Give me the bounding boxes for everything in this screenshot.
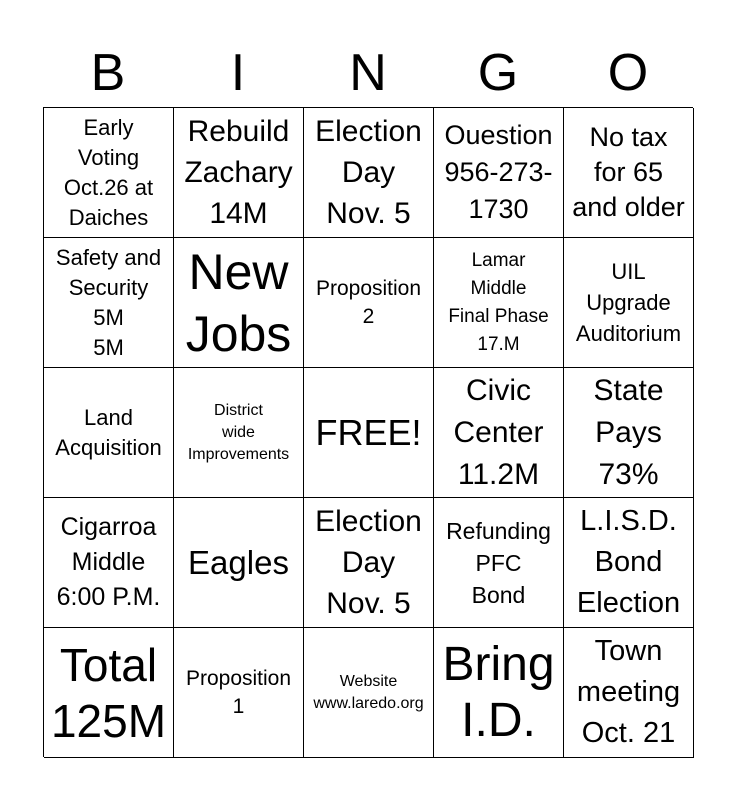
- bingo-cell-r4-c4: Refunding PFC Bond: [434, 498, 564, 628]
- header-letter-o: O: [607, 44, 649, 102]
- bingo-cell-r1-c3: Election Day Nov. 5: [304, 108, 434, 238]
- bingo-cell-r3-c5: State Pays 73%: [564, 368, 694, 498]
- bingo-cell-r4-c2: Eagles: [174, 498, 304, 628]
- bingo-cell-r5-c5: Town meeting Oct. 21: [564, 628, 694, 758]
- bingo-cell-r2-c1: Safety and Security 5M 5M: [44, 238, 174, 368]
- bingo-cell-r4-c3: Election Day Nov. 5: [304, 498, 434, 628]
- bingo-cell-r3-c2: District wide Improvements: [174, 368, 304, 498]
- bingo-grid: [43, 107, 693, 757]
- header-letter-b: B: [90, 44, 126, 102]
- bingo-cell-r5-c2: Proposition 1: [174, 628, 304, 758]
- header-letter-n: N: [349, 44, 387, 102]
- bingo-cell-free: FREE!: [304, 368, 434, 498]
- bingo-cell-r4-c5: L.I.S.D. Bond Election: [564, 498, 694, 628]
- bingo-cell-r5-c1: Total 125M: [44, 628, 174, 758]
- bingo-cell-r2-c2: New Jobs: [174, 238, 304, 368]
- bingo-cell-r1-c5: No tax for 65 and older: [564, 108, 694, 238]
- bingo-cell-r5-c3: Website www.laredo.org: [304, 628, 434, 758]
- header-letter-i: I: [230, 44, 246, 102]
- bingo-cell-r1-c4: Ouestion 956-273- 1730: [434, 108, 564, 238]
- bingo-cell-r5-c4: Bring I.D.: [434, 628, 564, 758]
- bingo-cell-r1-c2: Rebuild Zachary 14M: [174, 108, 304, 238]
- bingo-header: [43, 40, 693, 106]
- bingo-cell-r3-c4: Civic Center 11.2M: [434, 368, 564, 498]
- bingo-cell-r1-c1: Early Voting Oct.26 at Daiches: [44, 108, 174, 238]
- header-letter-g: G: [477, 44, 519, 102]
- bingo-cell-r2-c3: Proposition 2: [304, 238, 434, 368]
- bingo-cell-r3-c1: Land Acquisition: [44, 368, 174, 498]
- bingo-cell-r2-c5: UIL Upgrade Auditorium: [564, 238, 694, 368]
- bingo-cell-r4-c1: Cigarroa Middle 6:00 P.M.: [44, 498, 174, 628]
- bingo-cell-r2-c4: Lamar Middle Final Phase 17.M: [434, 238, 564, 368]
